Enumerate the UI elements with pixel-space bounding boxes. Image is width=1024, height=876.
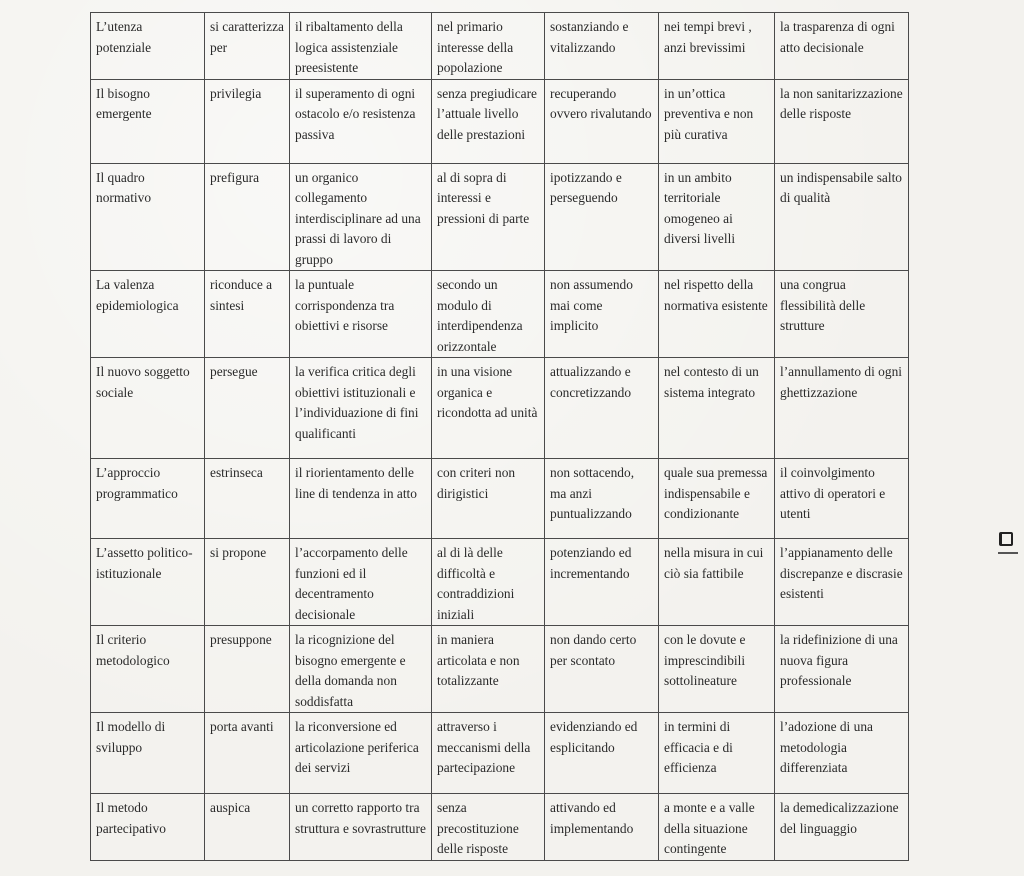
table-cell: nel rispetto della normativa esistente: [659, 271, 775, 358]
table-row: [91, 539, 909, 626]
table-cell: potenziando ed incrementando: [545, 539, 659, 626]
table-cell: L’assetto politico-istituzionale: [91, 539, 205, 626]
table-cell: un indispensabile salto di qualità: [775, 163, 909, 271]
table-cell: Il modello di sviluppo: [91, 713, 205, 794]
page-edge-mark: [998, 522, 1018, 558]
table-cell: la non sanitarizzazione delle risposte: [775, 79, 909, 163]
table-cell: estrinseca: [205, 459, 290, 539]
table-cell: una congrua flessibilità delle strutture: [775, 271, 909, 358]
table-cell: nei tempi brevi , anzi brevissimi: [659, 13, 775, 80]
table-row: [91, 79, 909, 163]
bracket-mark-icon: [999, 532, 1013, 546]
table-cell: a monte e a valle della situazione contingente: [659, 794, 775, 861]
table-cell: in maniera articolata e non totalizzante: [432, 626, 545, 713]
table-cell: nel contesto di un sistema integrato: [659, 358, 775, 459]
table-cell: evidenziando ed esplicitando: [545, 713, 659, 794]
table-cell: secondo un modulo di interdipendenza orizzontale: [432, 271, 545, 358]
edge-bar: [998, 552, 1018, 554]
table-cell: la verifica critica degli obiettivi istituzionali e l’individuazione di fini qualificanti: [290, 358, 432, 459]
table-cell: ipotizzando e perseguendo: [545, 163, 659, 271]
table-cell: l’accorpamento delle funzioni ed il decentramento decisionale: [290, 539, 432, 626]
table-cell: il coinvolgimento attivo di operatori e utenti: [775, 459, 909, 539]
table-cell: non dando certo per scontato: [545, 626, 659, 713]
table-cell: la ricognizione del bisogno emergente e della domanda non soddisfatta: [290, 626, 432, 713]
table-cell: attualizzando e concretizzando: [545, 358, 659, 459]
table-cell: la trasparenza di ogni atto decisionale: [775, 13, 909, 80]
table-cell: la ridefinizione di una nuova figura professionale: [775, 626, 909, 713]
table-cell: attraverso i meccanismi della partecipazione: [432, 713, 545, 794]
phrase-table: [90, 12, 909, 861]
table-row: [91, 713, 909, 794]
table-cell: in una visione organica e ricondotta ad unità: [432, 358, 545, 459]
table-cell: la riconversione ed articolazione periferica dei servizi: [290, 713, 432, 794]
table-cell: auspica: [205, 794, 290, 861]
table-cell: in un ambito territoriale omogeneo ai diversi livelli: [659, 163, 775, 271]
table-row: [91, 794, 909, 861]
table-cell: la puntuale corrispondenza tra obiettivi e risorse: [290, 271, 432, 358]
table-row: [91, 459, 909, 539]
table-cell: nella misura in cui ciò sia fattibile: [659, 539, 775, 626]
table-cell: quale sua premessa indispensabile e condizionante: [659, 459, 775, 539]
table-cell: si propone: [205, 539, 290, 626]
table-cell: senza precostituzione delle risposte: [432, 794, 545, 861]
table-cell: Il metodo partecipativo: [91, 794, 205, 861]
table-cell: Il nuovo soggetto sociale: [91, 358, 205, 459]
table-cell: riconduce a sintesi: [205, 271, 290, 358]
table-cell: presuppone: [205, 626, 290, 713]
table-cell: nel primario interesse della popolazione: [432, 13, 545, 80]
table-cell: L’approccio programmatico: [91, 459, 205, 539]
table-cell: Il quadro normativo: [91, 163, 205, 271]
table-row: [91, 358, 909, 459]
table-cell: la demedicalizzazione del linguaggio: [775, 794, 909, 861]
table-cell: privilegia: [205, 79, 290, 163]
table-cell: un corretto rapporto tra struttura e sovrastrutture: [290, 794, 432, 861]
table-cell: l’appianamento delle discrepanze e discrasie esistenti: [775, 539, 909, 626]
table-row: [91, 163, 909, 271]
table-cell: senza pregiudicare l’attuale livello delle prestazioni: [432, 79, 545, 163]
table-cell: non sottacendo, ma anzi puntualizzando: [545, 459, 659, 539]
table-cell: L’utenza potenziale: [91, 13, 205, 80]
table-cell: al di sopra di interessi e pressioni di parte: [432, 163, 545, 271]
table-row: [91, 626, 909, 713]
table-cell: il riorientamento delle line di tendenza in atto: [290, 459, 432, 539]
table-cell: attivando ed implementando: [545, 794, 659, 861]
table-cell: persegue: [205, 358, 290, 459]
table-cell: con le dovute e imprescindibili sottolineature: [659, 626, 775, 713]
table-cell: sostanziando e vitalizzando: [545, 13, 659, 80]
table-cell: prefigura: [205, 163, 290, 271]
table-cell: Il criterio metodologico: [91, 626, 205, 713]
table-row: [91, 271, 909, 358]
table-cell: recuperando ovvero rivalutando: [545, 79, 659, 163]
table-cell: La valenza epidemiologica: [91, 271, 205, 358]
table-cell: in termini di efficacia e di efficienza: [659, 713, 775, 794]
table-row: [91, 13, 909, 80]
table-cell: l’annullamento di ogni ghettizzazione: [775, 358, 909, 459]
table-cell: in un’ottica preventiva e non più curativa: [659, 79, 775, 163]
table-cell: Il bisogno emergente: [91, 79, 205, 163]
table-body: [91, 13, 909, 861]
table-cell: un organico collegamento interdisciplinare ad una prassi di lavoro di gruppo: [290, 163, 432, 271]
table-cell: non assumendo mai come implicito: [545, 271, 659, 358]
table-cell: il superamento di ogni ostacolo e/o resistenza passiva: [290, 79, 432, 163]
table-cell: il ribaltamento della logica assistenziale preesistente: [290, 13, 432, 80]
table-cell: con criteri non dirigistici: [432, 459, 545, 539]
table-cell: al di là delle difficoltà e contraddizioni iniziali: [432, 539, 545, 626]
table-cell: l’adozione di una metodologia differenziata: [775, 713, 909, 794]
table-cell: si caratterizza per: [205, 13, 290, 80]
table-cell: porta avanti: [205, 713, 290, 794]
